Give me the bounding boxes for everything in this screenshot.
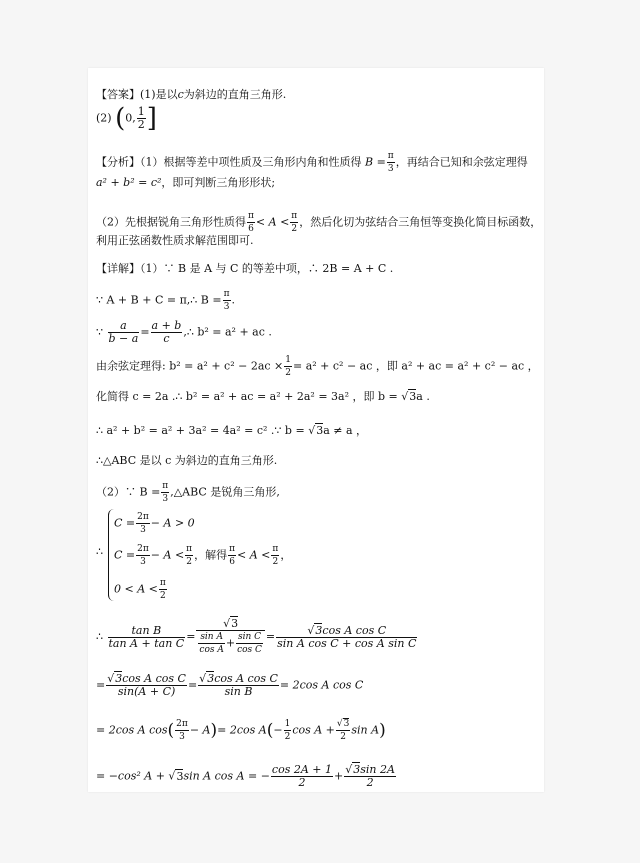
sqrt: √3 — [308, 424, 324, 437]
fraction: $\frac{\pi}{3}$ — [223, 289, 230, 312]
analysis-line-2: a² + b² = c²，即可判断三角形形状; — [96, 176, 276, 189]
fraction: $\frac{√3\sin 2A}{2}$ — [345, 763, 395, 789]
analysis-label: 【分析】 — [96, 155, 140, 169]
equation-line-1: ∴ $\frac{\text{tan B}}{\text{tan A + tan C}}$ = √3 $\frac{\text{sin A}}{\text{cos A}}$ + $\frac{\text{sin C}}{\text{cos C}}$ = $\frac{\text{√3cos A cos C}}{\text{sin A cos C + cos A sin C}}$ — [96, 617, 417, 655]
answer-line-1: 【答案】(1)是以c为斜边的直角三角形. — [96, 88, 287, 101]
therefore-sign: ∴ — [96, 545, 103, 558]
fraction: $\frac{2\pi}{3}$ — [137, 512, 149, 535]
fraction: $\frac{\pi}{3}$ — [162, 481, 169, 504]
fraction: $\frac{\pi}{2}$ — [291, 211, 298, 234]
detail-line-8: （2）∵ B = $\frac{\pi}{3}$ ,△ABC 是锐角三角形, — [96, 481, 280, 504]
fraction: √3 $\frac{\text{sin A}}{\text{cos A}}$ + $\frac{\text{sin C}}{\text{cos C}}$ — [196, 618, 265, 656]
detail-line-6: ∴ a² + b² = a² + 3a² = 4a² = c² .∵ b = √3a ≠ a ， — [96, 424, 368, 437]
equation-line-2: = $\frac{\text{√3cos A cos C}}{\sin(A + C)}$ = $\frac{\text{√3cos A cos C}}{\text{sin B}}$ = 2cos A cos C — [96, 672, 364, 698]
analysis-line-4: 利用正弦函数性质求解范围即可. — [96, 234, 254, 247]
fraction: $\frac{\text{√3cos A cos C}}{\sin(A + C)}$ — [107, 672, 186, 698]
detail-label: 【详解】 — [96, 262, 140, 275]
fraction: $\frac{\text{tan B}}{\text{tan A + tan C}}$ — [108, 623, 185, 650]
equation-line-4: = −cos² A + √3sin A cos A = − $\frac{\cos 2A + 1}{2}$ + $\frac{√3\sin 2A}{2}$ — [96, 763, 395, 789]
fraction: $\frac{a + b}{c}$ — [151, 319, 182, 345]
fraction: $\frac{\pi}{3}$ — [387, 151, 394, 174]
fraction: $\frac{\text{√3cos A cos C}}{\text{sin B}}$ — [199, 672, 278, 698]
fraction: $\frac{\pi}{2}$ — [159, 578, 166, 601]
fraction: $\frac{2\pi}{3}$ — [176, 719, 188, 742]
system-row-1: C = $\frac{2\pi}{3}$ − A > 0 — [114, 512, 195, 535]
fraction: $\frac{1}{2}$ — [285, 355, 291, 378]
system-row-3: 0 < A < $\frac{\pi}{2}$ — [114, 578, 166, 601]
fraction: $\frac{\cos 2A + 1}{2}$ — [271, 763, 332, 789]
fraction: $\frac{1}{2}$ — [137, 105, 145, 131]
detail-line-7: ∴△ABC 是以 c 为斜边的直角三角形. — [96, 454, 278, 467]
fraction: $\frac{2\pi}{3}$ — [137, 544, 149, 567]
equation-line-3: = 2cos A cos( $\frac{2\pi}{3}$ − A)= 2cos A(− $\frac{1}{2}$ cos A + $\frac{√3}{2}$ sin A) — [96, 719, 386, 742]
fraction: $\frac{\pi}{2}$ — [272, 544, 279, 567]
fraction: $\frac{\pi}{2}$ — [186, 544, 193, 567]
inequality-system — [96, 505, 396, 605]
detail-line-4: 由余弦定理得: b² = a² + c² − 2ac × $\frac{1}{2}$ = a² + c² − ac ，即 a² + ac = a² + c² − ac ， — [96, 355, 539, 378]
document-page — [88, 68, 544, 792]
detail-line-1: 【详解】（1）∵ B 是 A 与 C 的等差中项，∴ 2B = A + C . — [96, 262, 394, 275]
fraction: $\frac{\text{√3cos A cos C}}{\text{sin A cos C + cos A sin C}}$ — [277, 623, 417, 650]
fraction: $\frac{\pi}{6}$ — [248, 211, 254, 234]
fraction: $\frac{a}{b - a}$ — [108, 319, 139, 345]
detail-line-3: ∵ $\frac{a}{b - a}$ = $\frac{a + b}{c}$ ,∴ b² = a² + ac . — [96, 319, 272, 345]
detail-line-2: ∵ A + B + C = π,∴ B = $\frac{\pi}{3}$ . — [96, 289, 236, 312]
fraction: $\frac{\pi}{6}$ — [229, 544, 236, 567]
analysis-line-3: （2）先根据锐角三角形性质得 $\frac{\pi}{6}$ < A < $\frac{\pi}{2}$ ，然后化切为弦结合三角恒等变换化简目标函数， — [96, 211, 542, 234]
answer-label: 【答案】 — [96, 88, 140, 101]
detail-line-5: 化简得 c = 2a .∴ b² = a² + ac = a² + 2a² = 3a² ，即 b = √3a . — [96, 390, 430, 403]
system-row-2: C = $\frac{2\pi}{3}$ − A < $\frac{\pi}{2}$ ，解得 $\frac{\pi}{6}$ < A < $\frac{\pi}{2}$ ， — [114, 544, 292, 567]
fraction: $\frac{√3}{2}$ — [336, 719, 350, 742]
analysis-line-1: 【分析】（1）根据等差中项性质及三角形内角和性质得 B = $\frac{\pi}{3}$ ，再结合已知和余弦定理得 — [96, 151, 528, 174]
fraction: $\frac{1}{2}$ — [284, 719, 291, 742]
sqrt: √3 — [401, 390, 417, 403]
answer-line-2: (2) (0, $\frac{1}{2}$ ] — [96, 103, 157, 134]
